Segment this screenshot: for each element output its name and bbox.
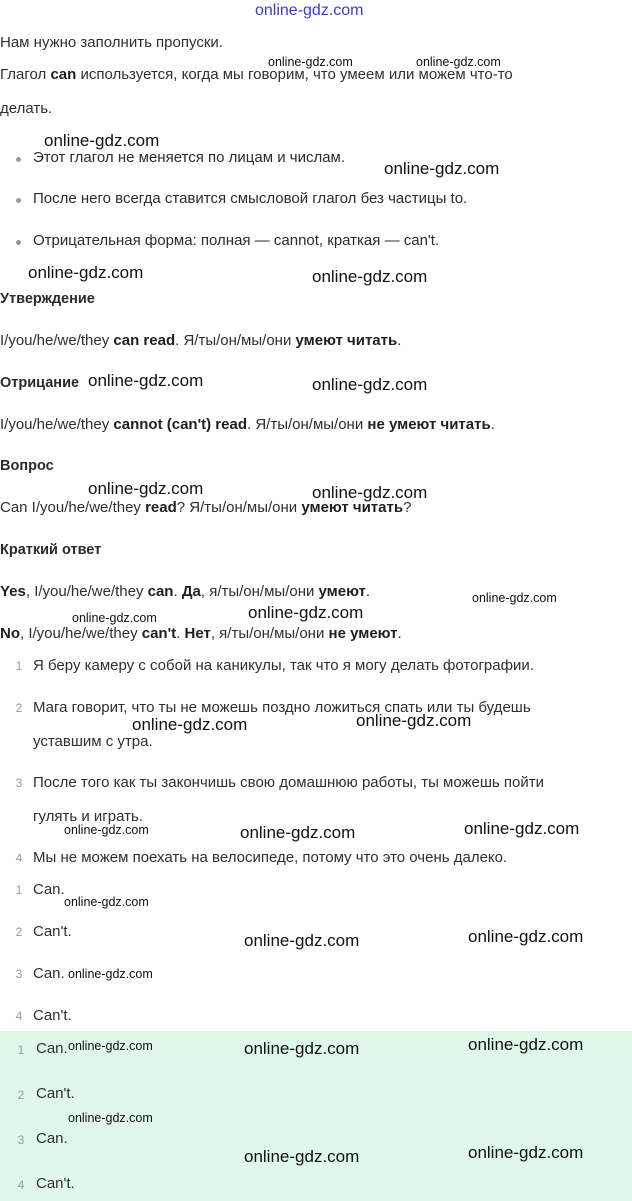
intro-line-1: Нам нужно заполнить пропуски. — [0, 34, 223, 51]
bullet-icon — [16, 157, 21, 162]
watermark: online-gdz.com — [132, 715, 248, 734]
translation-4: Мы не можем поехать на велосипеде, потому что это очень далеко. — [33, 849, 508, 866]
list-number: 1 — [15, 883, 23, 897]
highlighted-answer-1: Can. — [36, 1040, 68, 1057]
affirmative-example: I/you/he/we/they can read. Я/ты/он/мы/они умеют читать. — [0, 332, 402, 349]
watermark: online-gdz.com — [68, 1111, 153, 1125]
watermark: online-gdz.com — [72, 611, 157, 625]
list-number: 2 — [15, 925, 23, 939]
watermark: online-gdz.com — [88, 479, 204, 498]
intro-line-2: Глагол can используется, когда мы говорим, что умеем или можем что-то — [0, 66, 513, 83]
list-number: 2 — [17, 1088, 25, 1102]
translation-3-line-2: гулять и играть. — [33, 808, 143, 825]
bullet-icon — [16, 240, 21, 245]
answer-2: Can't. — [33, 923, 72, 940]
watermark: online-gdz.com — [416, 55, 501, 69]
short-answer-yes: Yes, I/you/he/we/they can. Да, я/ты/он/мы/они умеют. — [0, 583, 371, 600]
watermark: online-gdz.com — [472, 591, 557, 605]
list-number: 1 — [17, 1043, 25, 1057]
translation-2-line-2: уставшим с утра. — [33, 733, 153, 750]
watermark: online-gdz.com — [468, 1035, 584, 1054]
heading-short-answer: Краткий ответ — [0, 542, 102, 558]
watermark: online-gdz.com — [244, 931, 360, 950]
rule-item-3: Отрицательная форма: полная — cannot, краткая — can't. — [33, 232, 440, 249]
list-number: 1 — [15, 659, 23, 673]
list-number: 4 — [17, 1178, 25, 1192]
watermark: online-gdz.com — [244, 1147, 360, 1166]
negative-example: I/you/he/we/they cannot (can't) read. Я/ты/он/мы/они не умеют читать. — [0, 416, 495, 433]
watermark: online-gdz.com — [312, 267, 428, 286]
watermark: online-gdz.com — [468, 927, 584, 946]
watermark: online-gdz.com — [268, 55, 353, 69]
translation-3-line-1: После того как ты закончишь свою домашнюю работы, ты можешь пойти — [33, 774, 545, 791]
answer-1: Can. — [33, 881, 65, 898]
watermark: online-gdz.com — [384, 159, 500, 178]
heading-affirmative: Утверждение — [0, 291, 95, 307]
watermark: online-gdz.com — [68, 967, 153, 981]
highlighted-answer-2: Can't. — [36, 1085, 75, 1102]
translation-2-line-1: Мага говорит, что ты не можешь поздно ложиться спать или ты будешь — [33, 699, 531, 716]
watermark: online-gdz.com — [68, 1039, 153, 1053]
translation-1: Я беру камеру с собой на каникулы, так что я могу делать фотографии. — [33, 657, 534, 674]
watermark: online-gdz.com — [312, 483, 428, 502]
watermark: online-gdz.com — [244, 1039, 360, 1058]
watermark: online-gdz.com — [464, 819, 580, 838]
highlighted-answer-3: Can. — [36, 1130, 68, 1147]
rule-item-1: Этот глагол не меняется по лицам и числам. — [33, 149, 346, 166]
rule-item-2: После него всегда ставится смысловой глагол без частицы to. — [33, 190, 468, 207]
bullet-icon — [16, 198, 21, 203]
list-number: 3 — [15, 776, 23, 790]
intro-line-3: делать. — [0, 100, 53, 117]
watermark-header: online-gdz.com — [255, 2, 364, 19]
heading-negative: Отрицание — [0, 375, 80, 391]
list-number: 3 — [17, 1133, 25, 1147]
watermark: online-gdz.com — [312, 375, 428, 394]
watermark: online-gdz.com — [88, 371, 204, 390]
list-number: 4 — [15, 851, 23, 865]
watermark: online-gdz.com — [356, 711, 472, 730]
highlighted-answer-4: Can't. — [36, 1175, 75, 1192]
watermark: online-gdz.com — [28, 263, 144, 282]
watermark: online-gdz.com — [248, 603, 364, 622]
heading-question: Вопрос — [0, 458, 54, 474]
answer-3: Can. — [33, 965, 65, 982]
watermark: online-gdz.com — [240, 823, 356, 842]
watermark: online-gdz.com — [44, 131, 160, 150]
watermark: online-gdz.com — [64, 823, 149, 837]
list-number: 3 — [15, 967, 23, 981]
watermark: online-gdz.com — [64, 895, 149, 909]
answer-4: Can't. — [33, 1007, 72, 1024]
question-example: Can I/you/he/we/they read? Я/ты/он/мы/они умеют читать? — [0, 499, 412, 516]
list-number: 4 — [15, 1009, 23, 1023]
short-answer-no: No, I/you/he/we/they can't. Нет, я/ты/он/мы/они не умеют. — [0, 625, 402, 642]
watermark: online-gdz.com — [468, 1143, 584, 1162]
list-number: 2 — [15, 701, 23, 715]
